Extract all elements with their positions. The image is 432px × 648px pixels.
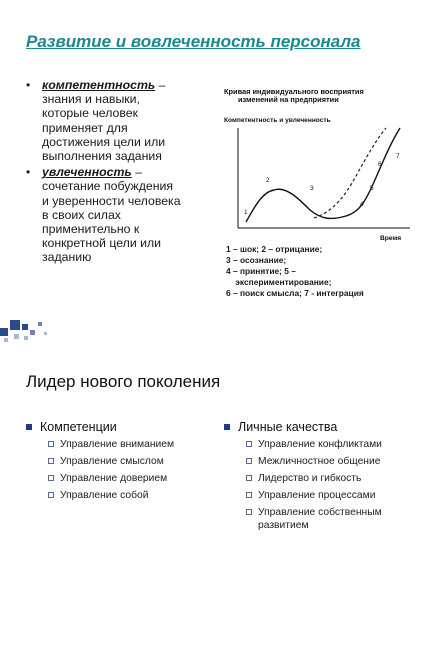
square-bullet-icon xyxy=(224,424,230,430)
y-axis-label: Компетентность и увлеченность xyxy=(224,117,331,124)
point-label: 1 xyxy=(244,209,248,216)
point-label: 7 xyxy=(396,153,400,160)
definition-line: заданию xyxy=(42,250,92,265)
diagram-legend xyxy=(226,244,422,299)
hollow-square-bullet-icon xyxy=(246,475,252,481)
definition-line: сочетание побуждения xyxy=(42,179,174,194)
solid-curve xyxy=(246,128,400,222)
bullet-competence xyxy=(26,78,214,163)
list-item xyxy=(26,472,216,485)
point-label: 6 xyxy=(378,161,382,168)
personal-qualities-heading-label: Личные качества xyxy=(238,420,338,434)
deco-square xyxy=(4,338,8,342)
hollow-square-bullet-icon xyxy=(246,458,252,464)
definition-line: в своих силах xyxy=(42,207,121,222)
deco-square xyxy=(30,330,35,335)
definition-line: и уверенности человека xyxy=(42,193,181,208)
hollow-square-bullet-icon xyxy=(246,509,252,515)
definition-line: применительно к xyxy=(42,222,140,237)
definition-line: конкретной цели или xyxy=(42,236,162,251)
legend-line: экспериментирование; xyxy=(226,277,332,287)
bullet-engagement xyxy=(26,165,214,264)
diagram-title-line: изменений на предприятии xyxy=(238,95,339,104)
change-curve-svg xyxy=(214,86,424,246)
slide-divider-decoration xyxy=(0,320,60,350)
list-item xyxy=(26,455,216,468)
list-item-label: Управление доверием xyxy=(60,473,168,484)
list-item xyxy=(26,489,216,502)
list-item-label: Управление конфликтами xyxy=(258,439,382,450)
bullet-dot-icon: • xyxy=(26,78,31,92)
point-label: 2 xyxy=(266,177,270,184)
list-item xyxy=(224,455,424,468)
personal-qualities-list xyxy=(224,438,424,532)
list-item xyxy=(224,489,424,502)
hollow-square-bullet-icon xyxy=(48,475,54,481)
deco-square xyxy=(44,332,47,335)
deco-square xyxy=(10,320,20,330)
x-axis-label: Время xyxy=(380,235,402,242)
legend-line: 3 – осознание; xyxy=(226,255,287,265)
list-item-label: Управление собой xyxy=(60,490,149,501)
term-competence: компетентность xyxy=(42,78,156,92)
list-item-label: Управление смыслом xyxy=(60,456,164,467)
deco-square xyxy=(38,322,42,326)
competencies-column xyxy=(26,420,216,506)
hollow-square-bullet-icon xyxy=(48,458,54,464)
list-item-label: Межличностное общение xyxy=(258,456,381,467)
competencies-list xyxy=(26,438,216,502)
definition-line: – xyxy=(131,165,143,180)
diagram-title-line: Кривая индивидуального восприятия xyxy=(224,87,364,96)
list-item xyxy=(224,472,424,485)
competencies-heading xyxy=(26,420,216,434)
personal-qualities-heading xyxy=(224,420,424,434)
dashed-curve xyxy=(314,128,386,218)
deco-square xyxy=(14,334,19,339)
slide2-title: Лидер нового поколения xyxy=(26,372,221,391)
deco-square xyxy=(24,336,28,340)
bullet-dot-icon: • xyxy=(26,165,31,180)
list-item-label: Управление собственным развитием xyxy=(258,507,382,531)
personal-qualities-column xyxy=(224,420,424,536)
definition-line: – xyxy=(155,78,166,92)
point-label: 5 xyxy=(370,185,374,192)
hollow-square-bullet-icon xyxy=(48,441,54,447)
definition-line: которые человек xyxy=(42,106,138,121)
term-engagement: увлеченность xyxy=(42,165,132,180)
list-item xyxy=(26,438,216,451)
square-bullet-icon xyxy=(26,424,32,430)
hollow-square-bullet-icon xyxy=(246,492,252,498)
list-item-label: Лидерство и гибкость xyxy=(258,473,362,484)
legend-line: 6 – поиск смысла; 7 - интеграция xyxy=(226,288,364,298)
definition-line: знания и навыки, xyxy=(42,92,140,107)
point-label: 4 xyxy=(360,201,364,208)
definition-line: достижения цели или xyxy=(42,134,166,149)
hollow-square-bullet-icon xyxy=(48,492,54,498)
legend-line: 4 – принятие; 5 – xyxy=(226,266,296,276)
deco-square xyxy=(22,324,28,330)
hollow-square-bullet-icon xyxy=(246,441,252,447)
competencies-heading-label: Компетенции xyxy=(40,420,117,434)
list-item xyxy=(224,438,424,451)
legend-line: 1 – шок; 2 – отрицание; xyxy=(226,244,323,254)
list-item xyxy=(224,506,424,532)
slide1-title: Развитие и вовлеченность персонала xyxy=(26,32,361,51)
definitions-list xyxy=(26,78,214,265)
deco-square xyxy=(0,328,8,336)
list-item-label: Управление процессами xyxy=(258,490,376,501)
list-item-label: Управление вниманием xyxy=(60,439,175,450)
definition-line: выполнения задания xyxy=(42,149,162,164)
point-label: 3 xyxy=(310,185,314,192)
definition-line: применяет для xyxy=(42,120,128,135)
